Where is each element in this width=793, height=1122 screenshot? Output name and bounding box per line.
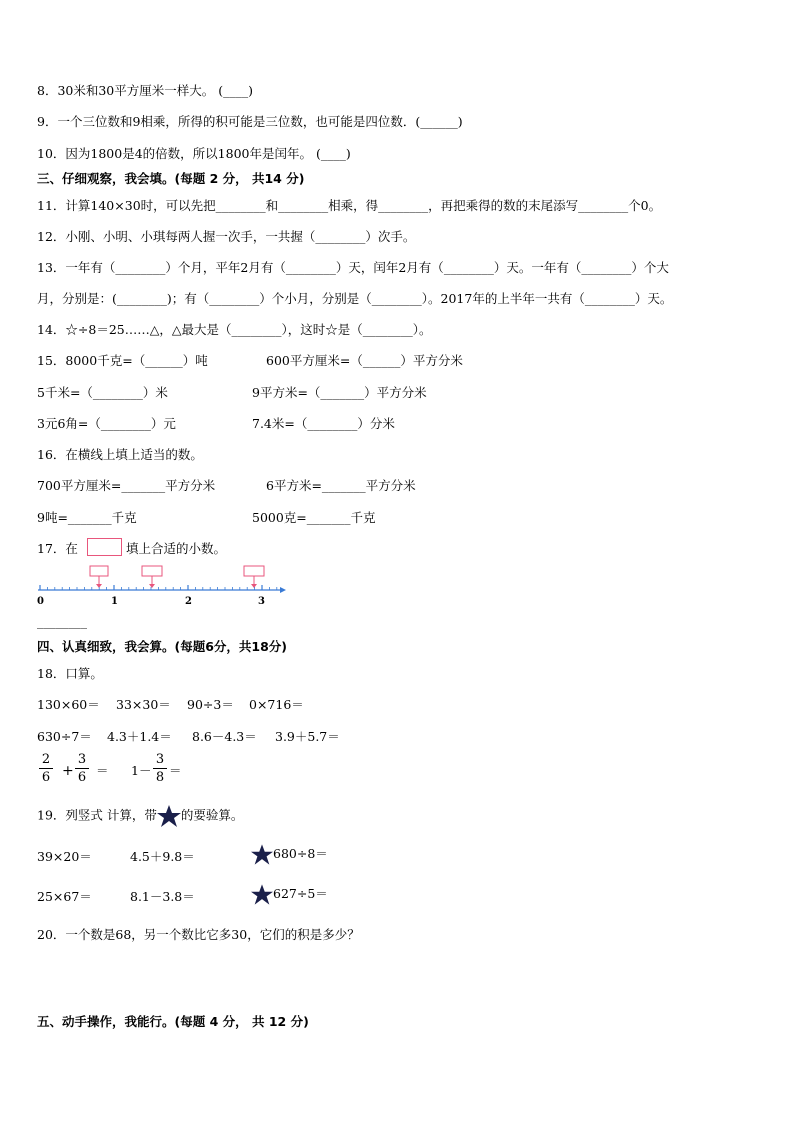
number-line-box-1[interactable] [90, 566, 108, 576]
question-16-title: 16．在横线上填上适当的数。 [37, 447, 203, 462]
question-17-prefix: 17．在 [37, 541, 78, 556]
one-minus: 1－ [131, 763, 152, 778]
question-19-title [37, 805, 243, 827]
question-13-line-1: 13．一年有（________）个月，平年2月有（________）天，闰年2月有（________）天。一年有（________）个大 [37, 260, 669, 275]
q19-row2-item2: 8.1－3.8＝ [130, 889, 195, 904]
fraction-2-6 [39, 752, 53, 785]
q18-row2-item4: 3.9＋5.7＝ [275, 729, 340, 744]
q18-row1-item3: 90÷3＝ [187, 697, 234, 712]
q18-row2-item3: 8.6－4.3＝ [192, 729, 257, 744]
q19-row2-item1: 25×67＝ [37, 889, 92, 904]
star-icon [251, 884, 273, 905]
equals-sign-2: ＝ [169, 763, 182, 778]
question-19-title-b: 的要验算。 [180, 807, 244, 823]
number-line-ticks [40, 585, 277, 590]
question-14: 14．☆÷8＝25……△，△最大是（________），这时☆是（________）。 [37, 322, 432, 337]
question-11: 11．计算140×30时，可以先把________和________相乘，得________，再把乘得的数的末尾添写________个0。 [37, 198, 662, 213]
question-12: 12．小刚、小明、小琪每两人握一次手，一共握（________）次手。 [37, 229, 416, 244]
question-13-line-2: 月，分别是：(________)；有（________）个小月，分别是（________）。2017年的上半年一共有（________）天。 [37, 291, 673, 306]
question-15-r2c1: 5千米=（________）米 [37, 385, 168, 400]
fraction-denominator: 6 [41, 770, 51, 785]
q19-row2-item3-text: 627÷5＝ [273, 886, 328, 901]
question-15-r1c1: 15．8000千克=（______）吨 [37, 353, 208, 368]
q19-row1-item3 [251, 844, 328, 865]
question-16-r1c2: 6平方米=_______平方分米 [266, 478, 416, 493]
question-15-r3c2: 7.4米=（________）分米 [252, 416, 395, 431]
section-4-title: 四、认真细致，我会算。(每题6分，共18分) [37, 639, 288, 654]
question-8: 8．30米和30平方厘米一样大。 (____) [37, 83, 253, 98]
question-20: 20．一个数是68，另一个数比它多30，它们的积是多少？ [37, 927, 360, 942]
section-3-title: 三、仔细观察，我会填。(每题 2 分， 共14 分) [37, 171, 305, 186]
q18-row1-item4: 0×716＝ [249, 697, 304, 712]
question-16-r2c2: 5000克=_______千克 [252, 510, 376, 525]
star-icon [251, 844, 273, 865]
q18-row2-item1: 630÷7＝ [37, 729, 92, 744]
fraction-denominator: 8 [155, 770, 165, 785]
question-19-title-a: 19．列竖式 计算，带 [37, 807, 157, 823]
number-line-arrowhead-3 [251, 584, 257, 588]
number-line-arrowhead-2 [149, 584, 155, 588]
plus-sign: + [62, 763, 74, 779]
number-line-box-2[interactable] [142, 566, 162, 576]
section-5-title: 五、动手操作，我能行。(每题 4 分， 共 12 分) [37, 1014, 309, 1029]
question-16-r2c1: 9吨=_______千克 [37, 510, 137, 525]
question-17-trailing-blank: ________ [37, 614, 87, 629]
tick-label-0: 0 [37, 596, 44, 607]
tick-label-1: 1 [111, 596, 118, 607]
q19-row1-item2: 4.5＋9.8＝ [130, 849, 195, 864]
number-line-axis-arrow [280, 587, 286, 593]
question-15-r3c1: 3元6角=（________）元 [37, 416, 176, 431]
tick-label-2: 2 [185, 596, 192, 607]
question-15-r1c2: 600平方厘米=（______）平方分米 [266, 353, 463, 368]
question-15-r2c2: 9平方米=（_______）平方分米 [252, 385, 427, 400]
question-10: 10．因为1800是4的倍数，所以1800年是闰年。 (____) [37, 146, 351, 161]
equals-sign-1: ＝ [96, 763, 109, 778]
answer-box-sample [87, 538, 122, 556]
q19-row2-item3 [251, 884, 328, 905]
q19-row1-item1: 39×20＝ [37, 849, 92, 864]
q18-row2-item2: 4.3＋1.4＝ [107, 729, 172, 744]
fraction-numerator: 3 [155, 752, 165, 767]
question-16-r1c1: 700平方厘米=_______平方分米 [37, 478, 216, 493]
fraction-denominator: 6 [77, 770, 87, 785]
q18-row1-item2: 33×30＝ [116, 697, 171, 712]
question-18-title: 18．口算。 [37, 666, 103, 681]
number-line-box-3[interactable] [244, 566, 264, 576]
tick-label-3: 3 [258, 596, 265, 607]
q18-row1-item1: 130×60＝ [37, 697, 100, 712]
star-icon [157, 805, 181, 827]
fraction-numerator: 3 [77, 752, 87, 767]
question-9: 9．一个三位数和9相乘，所得的积可能是三位数，也可能是四位数．(______) [37, 114, 463, 129]
number-line [30, 562, 290, 607]
fraction-numerator: 2 [41, 752, 51, 767]
fraction-3-8 [153, 752, 167, 785]
q19-row1-item3-text: 680÷8＝ [273, 846, 328, 861]
fraction-3-6 [75, 752, 89, 785]
question-17-suffix: 填上合适的小数。 [126, 541, 227, 556]
